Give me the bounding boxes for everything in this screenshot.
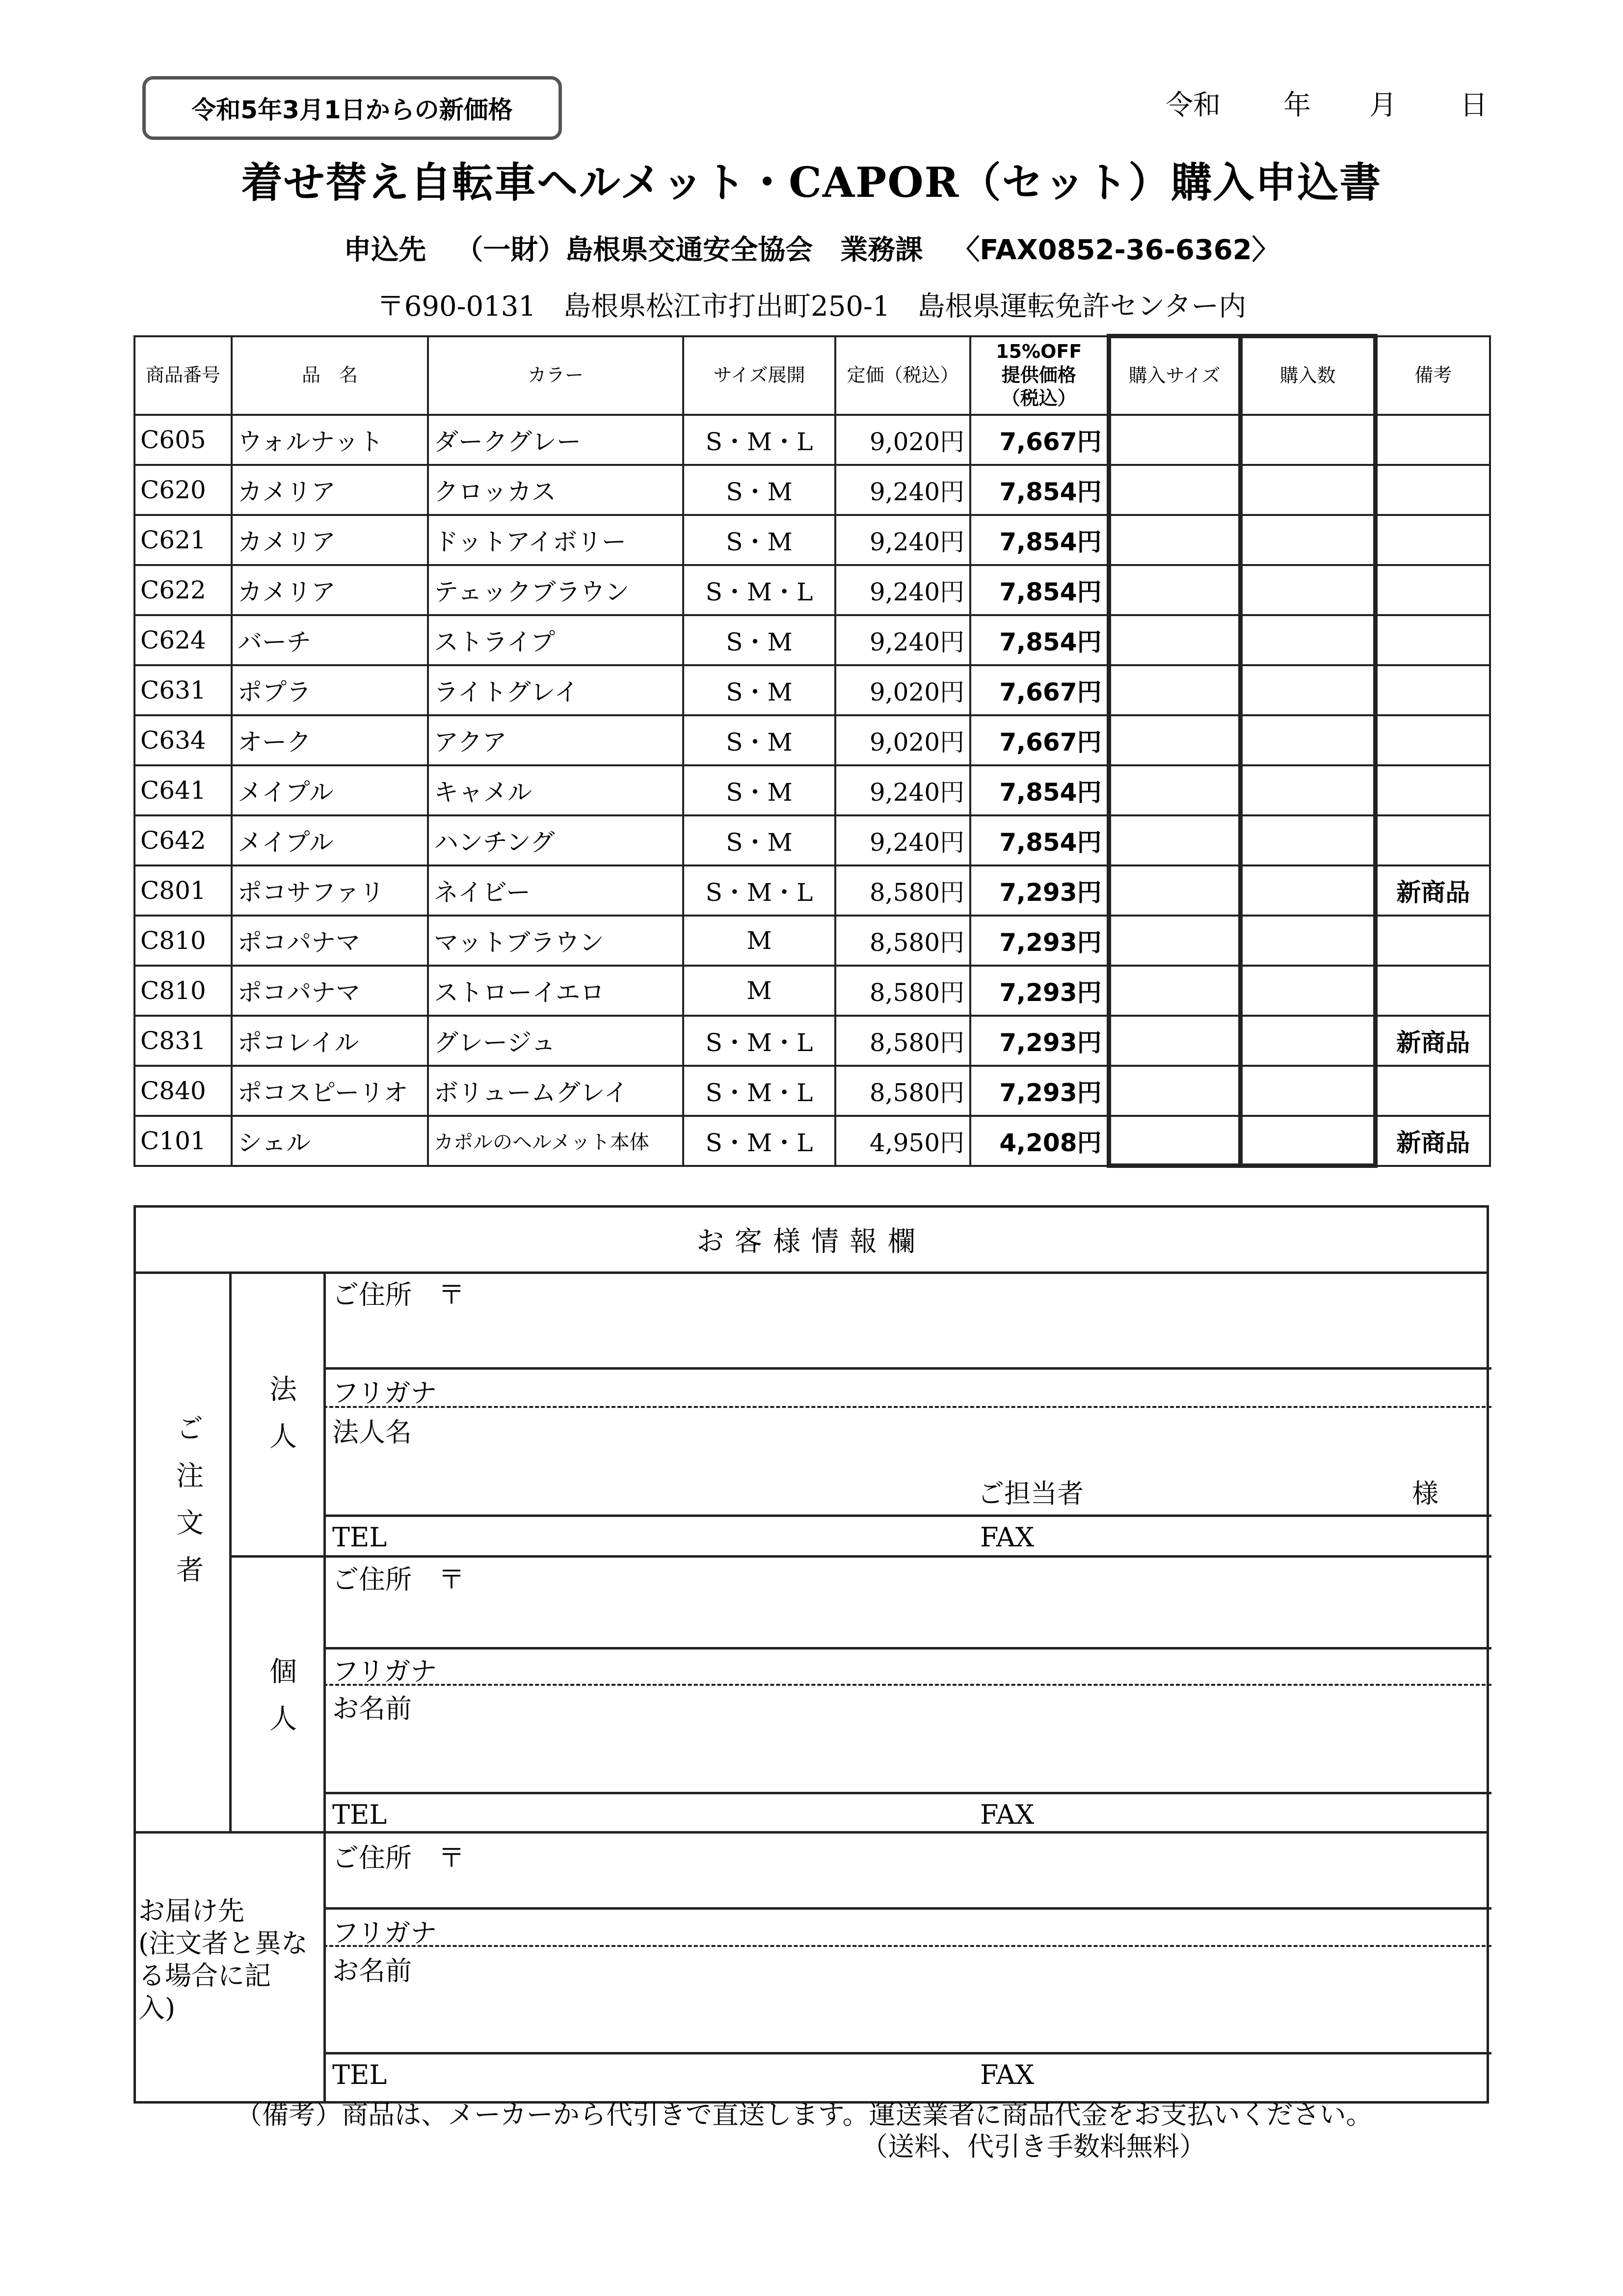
size-range-cell: S・M: [683, 615, 835, 665]
offer-price-cell: 7,293円: [970, 865, 1109, 916]
list-price-cell: 9,020円: [835, 665, 970, 715]
purchase-qty-input[interactable]: [1240, 515, 1375, 565]
remarks-cell: [1375, 465, 1490, 515]
individual-label: 個人: [265, 1657, 297, 1751]
product-name-cell: メイプル: [232, 765, 428, 815]
price-revision-badge: 令和5年3月1日からの新価格: [142, 76, 562, 140]
indiv-fax-field[interactable]: FAX: [980, 1799, 1035, 1830]
purchase-qty-input[interactable]: [1240, 465, 1375, 515]
purchase-qty-input[interactable]: [1240, 916, 1375, 966]
remarks-cell: [1375, 765, 1490, 815]
corp-name-field[interactable]: 法人名: [332, 1417, 412, 1448]
date-year: 年: [1283, 89, 1311, 121]
remarks-cell: 新商品: [1375, 1016, 1490, 1066]
product-name-cell: シェル: [232, 1116, 428, 1166]
size-range-cell: S・M・L: [683, 1066, 835, 1116]
table-row: [134, 565, 1490, 615]
product-code-cell: C605: [134, 415, 232, 465]
list-price-cell: 9,020円: [835, 415, 970, 465]
remarks-cell: [1375, 916, 1490, 966]
product-code-cell: C840: [134, 1066, 232, 1116]
remarks-cell: [1375, 815, 1490, 865]
offer-price-cell: 7,854円: [970, 565, 1109, 615]
purchase-size-input[interactable]: [1109, 715, 1240, 765]
purchase-qty-input[interactable]: [1240, 1116, 1375, 1166]
size-range-cell: S・M: [683, 515, 835, 565]
sama-label: 様: [1412, 1478, 1438, 1509]
footer-note: （備考）商品は、メーカーから代引きで直送します。運送業者に商品代金をお支払いください。: [236, 2099, 1373, 2130]
remarks-cell: [1375, 415, 1490, 465]
product-code-cell: C621: [134, 515, 232, 565]
product-color-cell: ダークグレー: [428, 415, 683, 465]
delivery-tel-field[interactable]: TEL: [332, 2059, 387, 2090]
offer-price-cell: 7,854円: [970, 465, 1109, 515]
list-price-cell: 9,020円: [835, 715, 970, 765]
product-color-cell: ライトグレイ: [428, 665, 683, 715]
purchase-size-input[interactable]: [1109, 1066, 1240, 1116]
remarks-cell: [1375, 665, 1490, 715]
purchase-qty-input[interactable]: [1240, 865, 1375, 916]
list-price-cell: 9,240円: [835, 765, 970, 815]
product-color-cell: クロッカス: [428, 465, 683, 515]
offer-price-cell: 7,293円: [970, 916, 1109, 966]
destination-org: （一財）島根県交通安全協会 業務課: [455, 234, 923, 266]
offer-price-cell: 7,293円: [970, 1016, 1109, 1066]
size-range-cell: M: [683, 966, 835, 1016]
remarks-cell: [1375, 715, 1490, 765]
table-row: [134, 515, 1490, 565]
date-month: 月: [1369, 89, 1397, 121]
product-name-cell: メイプル: [232, 815, 428, 865]
offer-price-cell: 7,854円: [970, 615, 1109, 665]
purchase-qty-input[interactable]: [1240, 765, 1375, 815]
delivery-label-line: お届け先: [138, 1895, 244, 1926]
delivery-label: [138, 1895, 308, 2025]
purchase-qty-input[interactable]: [1240, 715, 1375, 765]
header-price: 定価（税込）: [835, 336, 970, 415]
delivery-name-field[interactable]: お名前: [332, 1955, 412, 1986]
list-price-cell: 9,240円: [835, 565, 970, 615]
product-code-cell: C620: [134, 465, 232, 515]
customer-info-header: お客様情報欄: [136, 1208, 1487, 1274]
list-price-cell: 9,240円: [835, 465, 970, 515]
table-row: [134, 415, 1490, 465]
product-code-cell: C101: [134, 1116, 232, 1166]
remarks-cell: 新商品: [1375, 865, 1490, 916]
product-name-cell: ウォルナット: [232, 415, 428, 465]
product-name-cell: バーチ: [232, 615, 428, 665]
purchase-size-input[interactable]: [1109, 665, 1240, 715]
header-color: カラー: [428, 336, 683, 415]
delivery-label-line: (注文者と異な: [138, 1928, 308, 1959]
header-buy-qty: 購入数: [1240, 336, 1375, 415]
delivery-furigana-field[interactable]: フリガナ: [332, 1918, 437, 1948]
dashed-divider: [323, 1684, 1491, 1686]
purchase-size-input[interactable]: [1109, 615, 1240, 665]
corp-contact-field[interactable]: ご担当者: [978, 1478, 1084, 1509]
size-range-cell: S・M: [683, 465, 835, 515]
product-name-cell: ポコパナマ: [232, 966, 428, 1016]
purchase-size-input[interactable]: [1109, 916, 1240, 966]
list-price-cell: 8,580円: [835, 1066, 970, 1116]
purchase-size-input[interactable]: [1109, 815, 1240, 865]
purchase-size-input[interactable]: [1109, 415, 1240, 465]
header-code: 商品番号: [134, 336, 232, 415]
header-name: 品 名: [232, 336, 428, 415]
table-row: [134, 1016, 1490, 1066]
size-range-cell: S・M: [683, 765, 835, 815]
product-code-cell: C831: [134, 1016, 232, 1066]
product-color-cell: ストライプ: [428, 615, 683, 665]
size-range-cell: S・M・L: [683, 1016, 835, 1066]
offer-price-cell: 7,854円: [970, 765, 1109, 815]
product-name-cell: ポコスピーリオ: [232, 1066, 428, 1116]
remarks-cell: 新商品: [1375, 1116, 1490, 1166]
header-offer-line2: 提供価格: [1001, 364, 1076, 386]
divider: [229, 1271, 232, 1831]
offer-price-cell: 7,293円: [970, 966, 1109, 1016]
list-price-cell: 8,580円: [835, 1016, 970, 1066]
table-row: [134, 815, 1490, 865]
corporate-label: 法人: [265, 1375, 297, 1469]
product-code-cell: C810: [134, 916, 232, 966]
remarks-cell: [1375, 615, 1490, 665]
dashed-divider: [323, 1945, 1491, 1947]
product-code-cell: C622: [134, 565, 232, 615]
list-price-cell: 9,240円: [835, 615, 970, 665]
product-color-cell: ボリュームグレイ: [428, 1066, 683, 1116]
size-range-cell: S・M・L: [683, 565, 835, 615]
delivery-address-field[interactable]: ご住所 〒: [332, 1842, 465, 1873]
divider: [323, 1647, 1491, 1649]
divider: [323, 1367, 1491, 1370]
indiv-address-field[interactable]: ご住所 〒: [332, 1564, 465, 1595]
divider: [136, 1831, 1487, 1834]
divider: [323, 1514, 1491, 1517]
product-name-cell: ポコサファリ: [232, 865, 428, 916]
product-color-cell: ハンチング: [428, 815, 683, 865]
product-color-cell: ドットアイボリー: [428, 515, 683, 565]
divider: [323, 1792, 1491, 1794]
product-color-cell: カポルのヘルメット本体: [428, 1116, 683, 1166]
table-row: [134, 615, 1490, 665]
purchase-size-input[interactable]: [1109, 1116, 1240, 1166]
divider: [323, 1271, 326, 2101]
list-price-cell: 8,580円: [835, 916, 970, 966]
offer-price-cell: 7,293円: [970, 1066, 1109, 1116]
purchase-size-input[interactable]: [1109, 565, 1240, 615]
size-range-cell: S・M: [683, 665, 835, 715]
date-era: 令和: [1166, 89, 1221, 121]
purchase-qty-input[interactable]: [1240, 1066, 1375, 1116]
remarks-cell: [1375, 565, 1490, 615]
table-row: [134, 1116, 1490, 1166]
size-range-cell: S・M・L: [683, 415, 835, 465]
purchase-size-input[interactable]: [1109, 966, 1240, 1016]
product-name-cell: カメリア: [232, 465, 428, 515]
purchase-qty-input[interactable]: [1240, 1016, 1375, 1066]
purchase-qty-input[interactable]: [1240, 415, 1375, 465]
header-remarks: 備考: [1375, 336, 1490, 415]
indiv-tel-field[interactable]: TEL: [332, 1799, 387, 1830]
product-code-cell: C810: [134, 966, 232, 1016]
destination-fax: 〈FAX0852-36-6362〉: [952, 234, 1279, 266]
divider: [323, 2052, 1491, 2054]
remarks-cell: [1375, 515, 1490, 565]
purchase-qty-input[interactable]: [1240, 615, 1375, 665]
product-color-cell: グレージュ: [428, 1016, 683, 1066]
delivery-label-line: る場合に記: [138, 1960, 271, 1991]
footer-note-2: （送料、代引き手数料無料）: [861, 2131, 1206, 2162]
table-row: [134, 966, 1490, 1016]
remarks-cell: [1375, 966, 1490, 1016]
table-row: [134, 665, 1490, 715]
table-row: [134, 916, 1490, 966]
product-code-cell: C642: [134, 815, 232, 865]
table-row: [134, 1066, 1490, 1116]
offer-price-cell: 7,854円: [970, 515, 1109, 565]
product-code-cell: C631: [134, 665, 232, 715]
offer-price-cell: 4,208円: [970, 1116, 1109, 1166]
list-price-cell: 9,240円: [835, 515, 970, 565]
size-range-cell: S・M・L: [683, 1116, 835, 1166]
indiv-furigana-field[interactable]: フリガナ: [332, 1656, 437, 1687]
indiv-name-field[interactable]: お名前: [332, 1693, 412, 1724]
table-row: [134, 715, 1490, 765]
product-code-cell: C641: [134, 765, 232, 815]
product-name-cell: ポプラ: [232, 665, 428, 715]
header-offer-price: [970, 336, 1109, 415]
product-color-cell: キャメル: [428, 765, 683, 815]
destination-label: 申込先: [344, 234, 426, 266]
divider: [323, 1907, 1491, 1910]
product-code-cell: C624: [134, 615, 232, 665]
product-table: [133, 334, 1491, 1168]
purchase-size-input[interactable]: [1109, 465, 1240, 515]
destination-line: [0, 228, 1623, 268]
product-color-cell: マットブラウン: [428, 916, 683, 966]
delivery-fax-field[interactable]: FAX: [980, 2059, 1035, 2090]
list-price-cell: 8,580円: [835, 865, 970, 916]
product-name-cell: カメリア: [232, 565, 428, 615]
delivery-label-line: 入): [138, 1993, 176, 2024]
corp-tel-field[interactable]: TEL: [332, 1522, 387, 1553]
size-range-cell: M: [683, 916, 835, 966]
table-row: [134, 865, 1490, 916]
purchase-size-input[interactable]: [1109, 865, 1240, 916]
table-row: [134, 765, 1490, 815]
product-color-cell: アクア: [428, 715, 683, 765]
header-buy-size: 購入サイズ: [1109, 336, 1240, 415]
purchase-qty-input[interactable]: [1240, 565, 1375, 615]
product-name-cell: ポコレイル: [232, 1016, 428, 1066]
offer-price-cell: 7,854円: [970, 815, 1109, 865]
product-color-cell: テェックブラウン: [428, 565, 683, 615]
header-size: サイズ展開: [683, 336, 835, 415]
purchase-qty-input[interactable]: [1240, 815, 1375, 865]
purchase-size-input[interactable]: [1109, 765, 1240, 815]
dashed-divider: [323, 1406, 1491, 1408]
divider: [229, 1555, 1491, 1558]
table-header-row: [134, 336, 1490, 415]
list-price-cell: 4,950円: [835, 1116, 970, 1166]
header-offer-line3: （税込）: [1001, 387, 1076, 409]
product-name-cell: オーク: [232, 715, 428, 765]
customer-info-section: [133, 1205, 1489, 2104]
offer-price-cell: 7,667円: [970, 415, 1109, 465]
product-color-cell: ストローイエロ: [428, 966, 683, 1016]
product-code-cell: C801: [134, 865, 232, 916]
size-range-cell: S・M: [683, 715, 835, 765]
orderer-label: ご注文者: [172, 1414, 204, 1602]
product-name-cell: カメリア: [232, 515, 428, 565]
list-price-cell: 9,240円: [835, 815, 970, 865]
purchase-size-input[interactable]: [1109, 1016, 1240, 1066]
header-offer-line1: 15%OFF: [996, 341, 1082, 363]
product-color-cell: ネイビー: [428, 865, 683, 916]
remarks-cell: [1375, 1066, 1490, 1116]
corp-address-field[interactable]: ご住所 〒: [332, 1279, 465, 1310]
offer-price-cell: 7,667円: [970, 715, 1109, 765]
date-day: 日: [1460, 89, 1488, 121]
purchase-qty-input[interactable]: [1240, 665, 1375, 715]
size-range-cell: S・M: [683, 815, 835, 865]
purchase-size-input[interactable]: [1109, 515, 1240, 565]
list-price-cell: 8,580円: [835, 966, 970, 1016]
size-range-cell: S・M・L: [683, 865, 835, 916]
destination-address: 〒690-0131 島根県松江市打出町250-1 島根県運転免許センター内: [376, 291, 1247, 323]
page-title: 着せ替え自転車ヘルメット・CAPOR（セット）購入申込書: [241, 158, 1382, 207]
product-name-cell: ポコパナマ: [232, 916, 428, 966]
corp-fax-field[interactable]: FAX: [980, 1522, 1035, 1553]
corp-furigana-field[interactable]: フリガナ: [332, 1378, 437, 1408]
product-code-cell: C634: [134, 715, 232, 765]
offer-price-cell: 7,667円: [970, 665, 1109, 715]
table-row: [134, 465, 1490, 515]
purchase-qty-input[interactable]: [1240, 966, 1375, 1016]
